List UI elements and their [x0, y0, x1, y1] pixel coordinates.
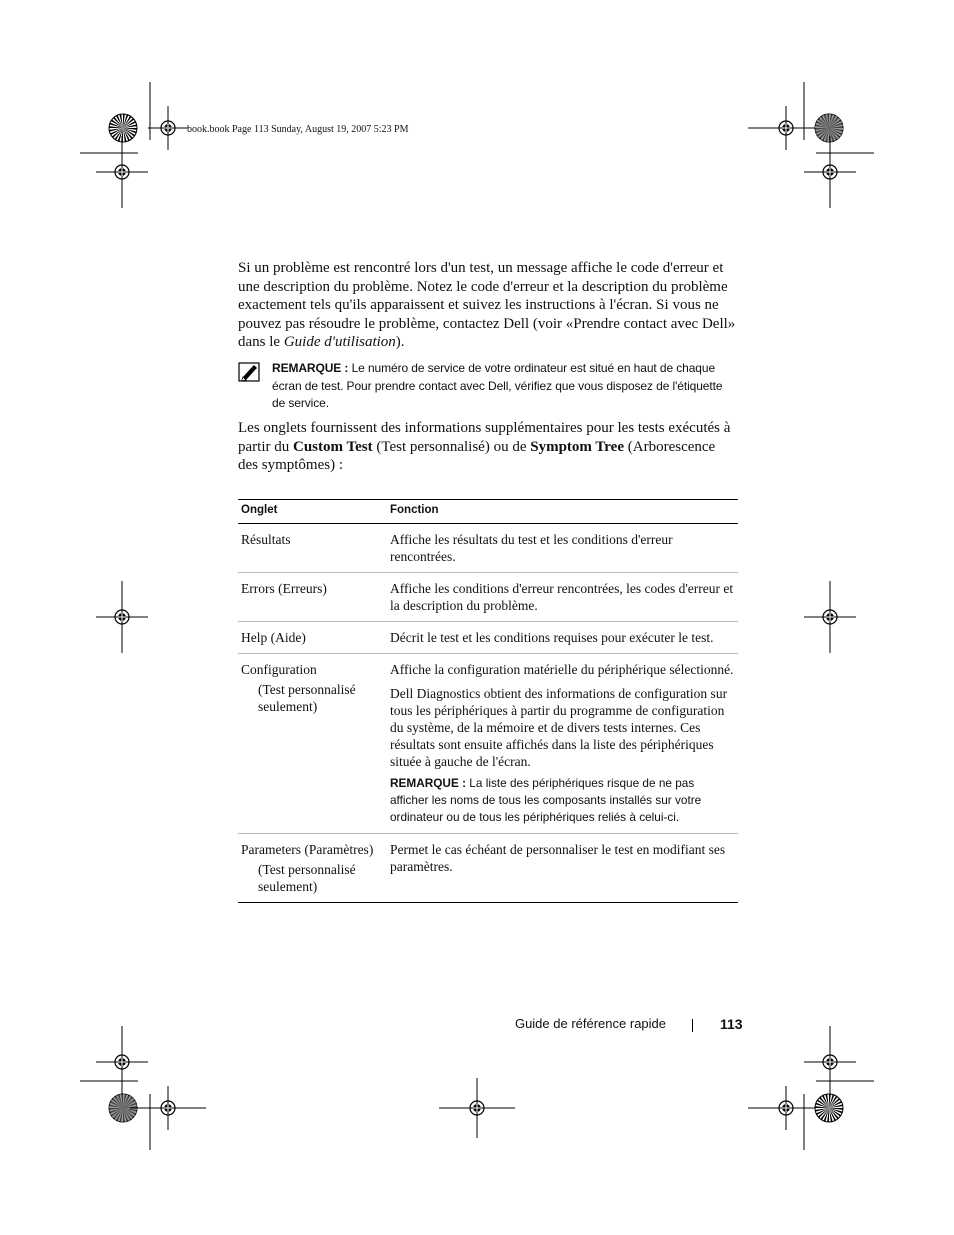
tab-cell — [238, 654, 387, 834]
custom-test-term: Custom Test — [292, 438, 373, 455]
function-cell: Affiche les conditions d'erreur rencontrées, les codes d'erreur et la description du problème. — [387, 573, 738, 622]
footer-separator — [692, 1019, 693, 1032]
tabs-text-b: (Test personnalisé) ou de — [372, 438, 531, 455]
note-pencil-icon — [238, 362, 260, 382]
intro-text: Si un problème est rencontré lors d'un test, un message affiche le code d'erreur et une description du problème. Notez le code d'erreur et la description du problème exactement tels qu'ils apparaissent et suivez les instructions à l'écran. Si vous ne pouvez pas résoudre le problème, contactez Dell (voir «Prendre contact avec Dell» dans le — [238, 260, 736, 350]
function-cell: Affiche les résultats du test et les conditions d'erreur rencontrées. — [387, 524, 738, 573]
intro-text-end: ). — [395, 334, 405, 350]
footer-title: Guide de référence rapide — [514, 1016, 666, 1031]
registration-mark-icon — [96, 136, 148, 208]
page-number: 113 — [720, 1016, 743, 1032]
tabs-paragraph — [238, 419, 738, 475]
registration-mark-icon — [96, 1026, 148, 1098]
registration-mark-icon — [748, 1086, 824, 1130]
tabs-table — [238, 499, 738, 903]
registration-mark-icon — [804, 1026, 856, 1098]
note-label: REMARQUE : — [272, 361, 349, 375]
registration-mark-icon — [148, 106, 188, 150]
intro-paragraph — [238, 259, 738, 352]
tab-cell: Errors (Erreurs) — [238, 573, 387, 622]
tabs-text-c: (Arborescence des symptômes) : — [238, 438, 716, 473]
function-cell: Décrit le test et les conditions requises pour exécuter le test. — [387, 622, 738, 654]
note-text — [272, 360, 738, 413]
table-row — [238, 622, 738, 654]
function-text: Affiche la configuration matérielle du périphérique sélectionné. — [390, 662, 734, 677]
table-row — [238, 654, 738, 834]
tab-qualifier: (Test personnalisé seulement) — [258, 862, 356, 894]
star-target-icon — [815, 114, 843, 142]
function-detail: Dell Diagnostics obtient des informations de configuration sur tous les périphériques à partir du programme de configuration du système, de la mémoire et de divers tests internes. Ces résultats sont ensuite affichés dans la liste des périphériques située à gauche de l'écran. — [390, 686, 728, 769]
column-header-onglet: Onglet — [238, 500, 387, 524]
tab-name: Configuration — [241, 662, 317, 677]
cell-note-body: La liste des périphériques risque de ne pas afficher les noms de tous les composants installés sur votre ordinateur ou de tous les périphériques reliés à celui-ci. — [390, 776, 702, 824]
registration-mark-icon — [748, 106, 824, 150]
tab-cell: Résultats — [238, 524, 387, 573]
tab-name: Parameters (Paramètres) — [241, 842, 374, 857]
table-row — [238, 834, 738, 903]
registration-mark-icon — [439, 1078, 515, 1138]
star-target-icon — [815, 1094, 843, 1122]
print-slug: book.book Page 113 Sunday, August 19, 2007 5:23 PM — [187, 124, 409, 135]
registration-mark-icon — [96, 581, 148, 653]
star-target-icon — [109, 114, 137, 142]
note-body: Le numéro de service de votre ordinateur est situé en haut de chaque écran de test. Pour prendre contact avec Dell, vérifiez que vous disposez de l'étiquette de service. — [272, 361, 723, 410]
registration-mark-icon — [130, 1086, 206, 1130]
table-row — [238, 573, 738, 622]
function-cell — [387, 654, 738, 834]
tab-cell: Help (Aide) — [238, 622, 387, 654]
cell-note — [390, 775, 735, 826]
cell-note-label: REMARQUE : — [390, 776, 467, 790]
table-header-row — [238, 500, 738, 524]
guide-title: Guide d'utilisation — [283, 334, 396, 350]
tab-cell — [238, 834, 387, 903]
registration-mark-icon — [804, 581, 856, 653]
tabs-text-a: Les onglets fournissent des informations supplémentaires pour les tests exécutés à partir du — [238, 420, 731, 455]
table-row — [238, 524, 738, 573]
symptom-tree-term: Symptom Tree — [530, 438, 624, 455]
registration-mark-icon — [804, 136, 856, 208]
function-cell: Permet le cas échéant de personnaliser le test en modifiant ses paramètres. — [387, 834, 738, 903]
tab-qualifier: (Test personnalisé seulement) — [258, 682, 356, 714]
column-header-fonction: Fonction — [387, 500, 738, 524]
